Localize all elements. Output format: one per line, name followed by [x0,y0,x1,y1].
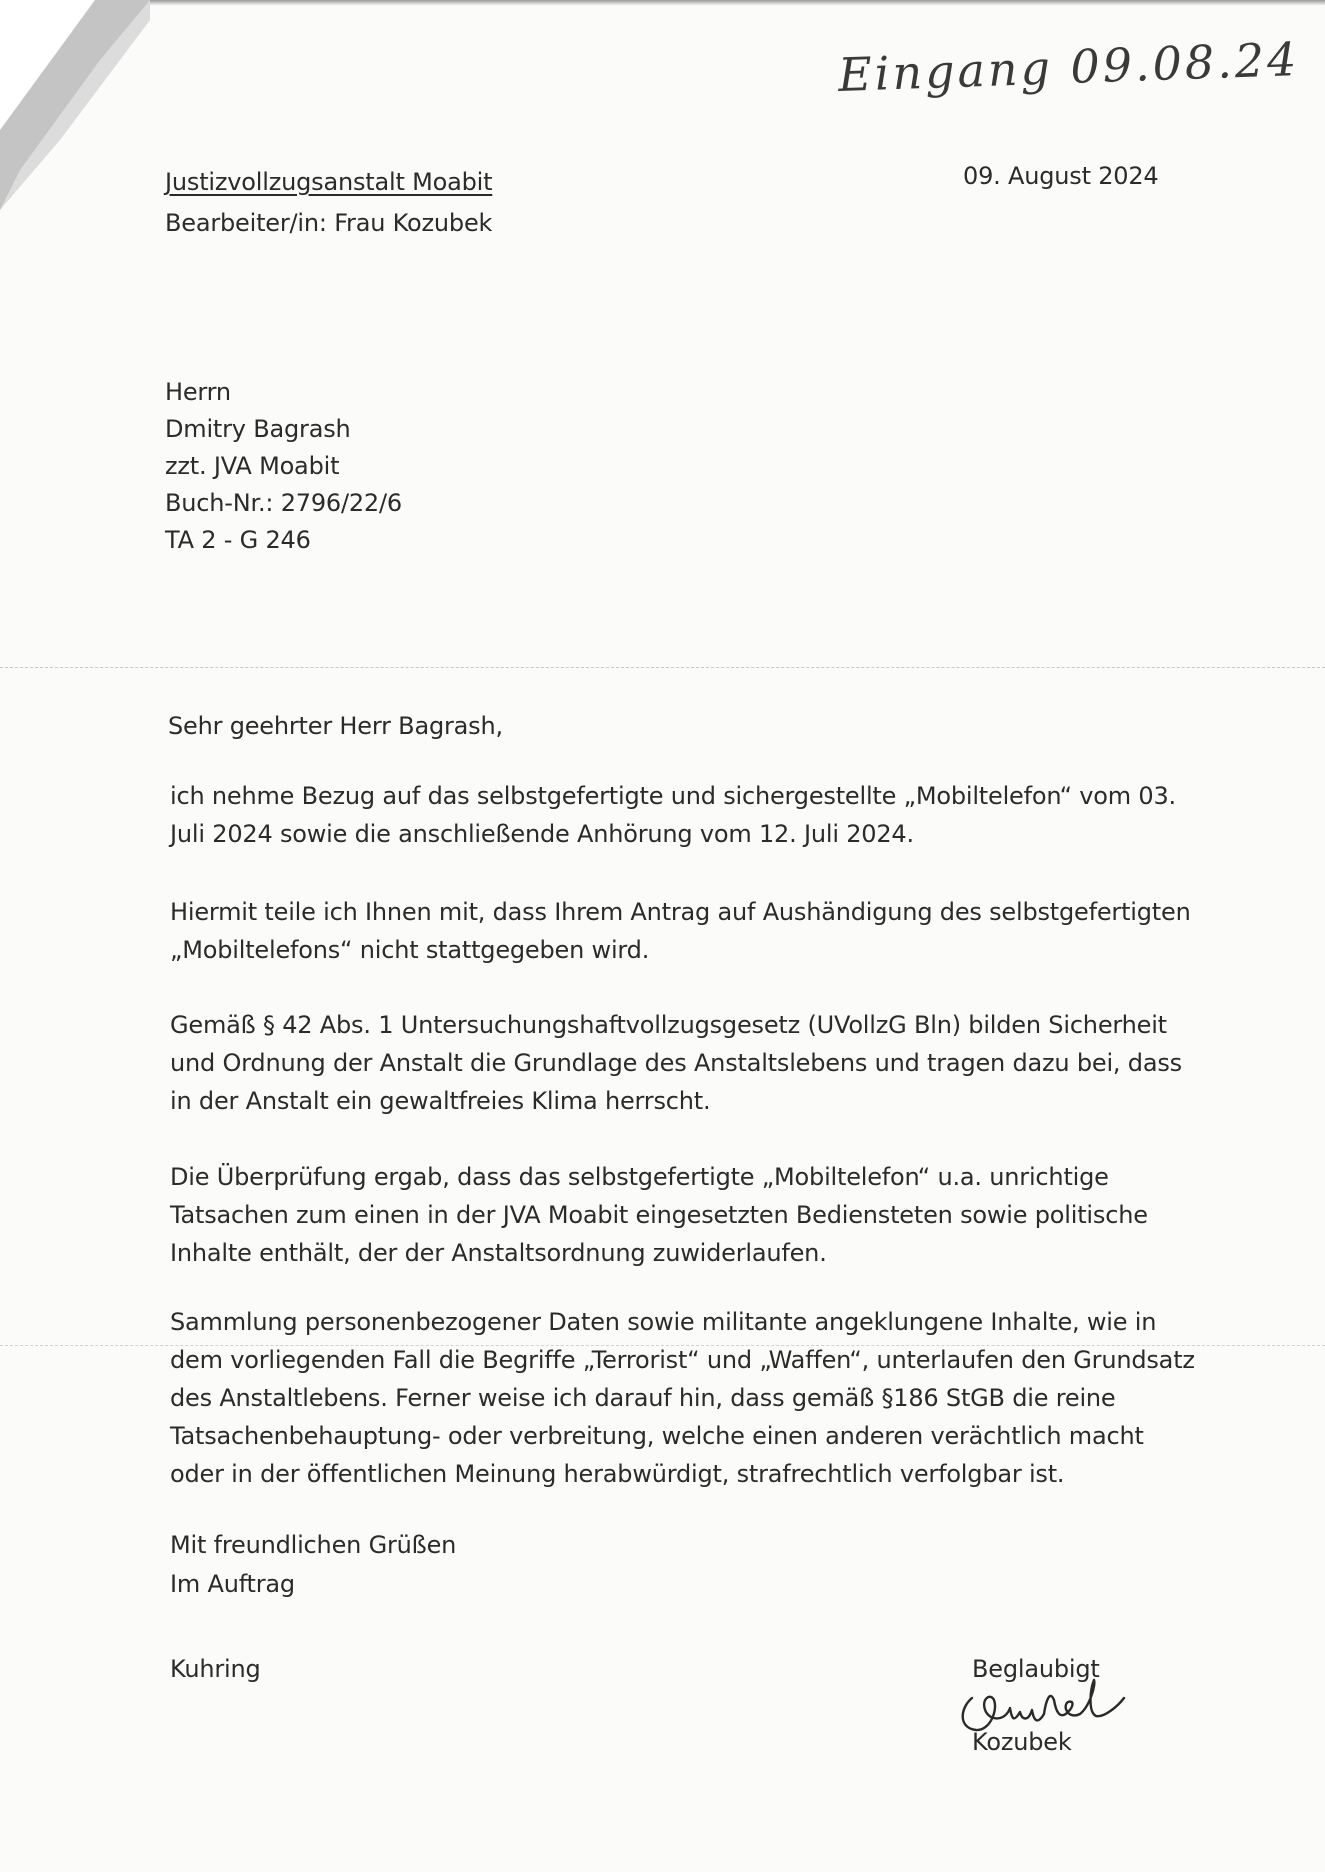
handwritten-receipt-note: Eingang 09.08.24 [837,31,1301,103]
sender-clerk: Bearbeiter/in: Frau Kozubek [165,209,493,237]
fold-line [0,667,1325,668]
recipient-cell: TA 2 - G 246 [165,526,311,554]
letter-date: 09. August 2024 [963,162,1159,190]
recipient-book-number: Buch-Nr.: 2796/22/6 [165,489,402,517]
recipient-name: Dmitry Bagrash [165,415,351,443]
certification-name: Kozubek [972,1728,1072,1756]
body-paragraph: Gemäß § 42 Abs. 1 Untersuchungshaftvollzugsgesetz (UVollzG Bln) bilden Sicherheit und Ordnung der Anstalt die Grundlage des Anstaltslebens und tragen dazu bei, dass in der Anstalt ein gewaltfreies Klima herrscht. [170,1011,1182,1115]
letter-greeting: Sehr geehrter Herr Bagrash, [168,712,503,740]
recipient-salutation-line: Herrn [165,378,231,406]
signatory-name: Kuhring [170,1655,261,1683]
letter-closing-on-behalf: Im Auftrag [170,1570,295,1598]
sender-institution: Justizvollzugsanstalt Moabit [165,168,493,196]
scan-edge [150,0,1325,6]
body-paragraph: Hiermit teile ich Ihnen mit, dass Ihrem Antrag auf Aushändigung des selbstgefertigten „Mobiltelefons“ nicht stattgegeben wird. [170,898,1191,964]
body-paragraph: Die Überprüfung ergab, dass das selbstgefertigte „Mobiltelefon“ u.a. unrichtige Tatsachen zum einen in der JVA Moabit eingesetzten Bediensteten sowie politische Inhalte enthält, der der Anstaltsordnung zuwiderlaufen. [170,1163,1148,1267]
letter-closing: Mit freundlichen Grüßen [170,1531,457,1559]
certification-label: Beglaubigt [972,1655,1100,1683]
recipient-location: zzt. JVA Moabit [165,452,340,480]
body-paragraph: Sammlung personenbezogener Daten sowie militante angeklungene Inhalte, wie in dem vorliegenden Fall die Begriffe „Terrorist“ und „Waffen“, unterlaufen den Grundsatz des Anstaltlebens. Ferner weise ich darauf hin, dass gemäß §186 StGB die reine Tatsachenbehauptung- oder verbreitung, welche einen anderen verächtlich macht oder in der öffentlichen Meinung herabwürdigt, strafrechtlich verfolgbar ist. [170,1308,1195,1488]
body-paragraph: ich nehme Bezug auf das selbstgefertigte und sichergestellte „Mobiltelefon“ vom 03. Juli 2024 sowie die anschließende Anhörung vom 12. Juli 2024. [170,782,1176,848]
folded-corner [0,0,150,210]
